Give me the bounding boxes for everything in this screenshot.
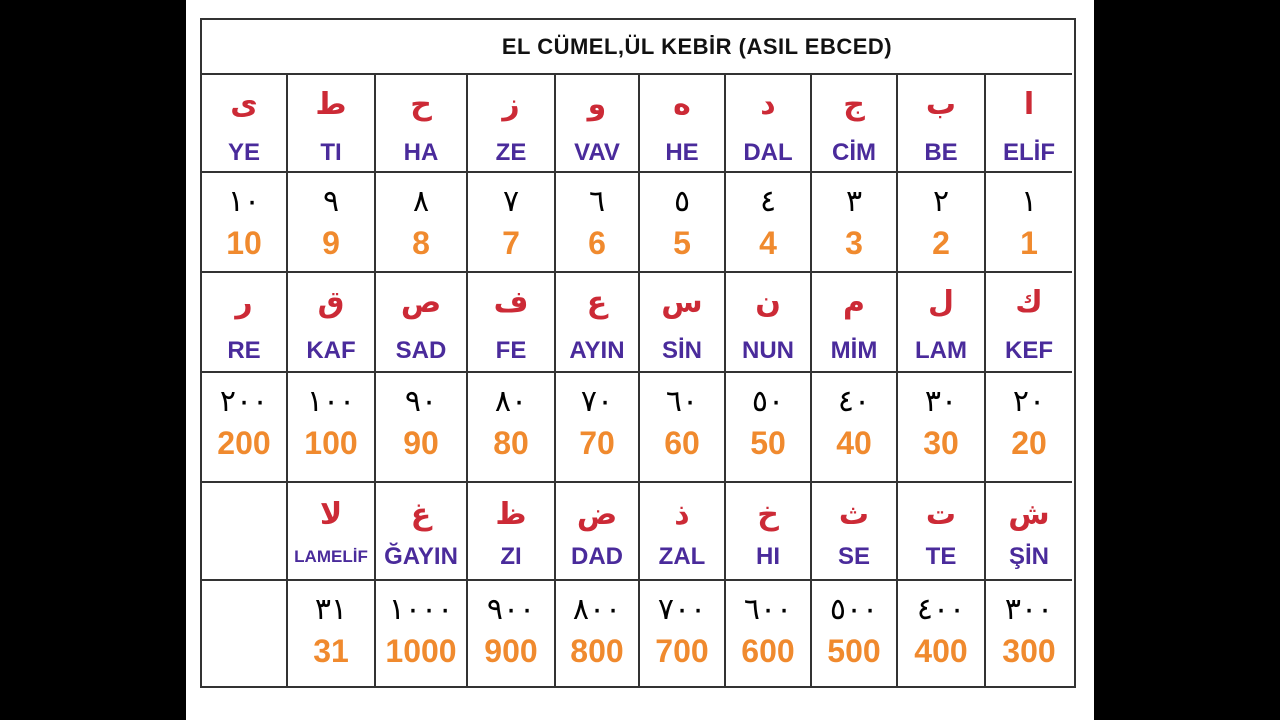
- letter-name: ZE: [495, 139, 527, 166]
- numeric-value: 6: [588, 225, 606, 261]
- letter-cell: [376, 75, 468, 173]
- arabic-letter: ت: [925, 497, 957, 532]
- numeric-value: 80: [493, 425, 529, 461]
- numeric-value: 7: [502, 225, 520, 261]
- letter-name: HA: [403, 139, 439, 166]
- arabic-letter: ر: [235, 285, 253, 320]
- number-cell: [376, 173, 468, 273]
- letter-name: YE: [227, 139, 260, 166]
- letter-name: DAL: [743, 139, 793, 166]
- arabic-numeral: ٩٠٠: [486, 592, 536, 627]
- arabic-letter: ذ: [674, 497, 690, 532]
- numeric-value: 10: [226, 225, 262, 261]
- numeric-value: 900: [484, 633, 538, 669]
- letter-cell: [556, 483, 640, 581]
- letter-cell: [898, 483, 986, 581]
- arabic-numeral: ٢٠٠: [219, 384, 269, 419]
- arabic-numeral: ٤٠٠: [916, 592, 966, 627]
- number-cell: [468, 173, 556, 273]
- number-cell: [202, 373, 288, 483]
- arabic-numeral: ٩: [322, 184, 340, 219]
- arabic-numeral: ٨: [412, 184, 430, 219]
- letter-cell: [986, 273, 1072, 373]
- letter-cell: [376, 273, 468, 373]
- arabic-numeral: ٢٠: [1012, 384, 1046, 419]
- numeric-value: 500: [827, 633, 881, 669]
- number-cell: [986, 173, 1072, 273]
- numeric-value: 4: [759, 225, 777, 261]
- arabic-numeral: ٨٠: [494, 384, 528, 419]
- numeric-value: 60: [664, 425, 700, 461]
- numeric-value: 3: [845, 225, 863, 261]
- letter-name: NUN: [742, 337, 794, 364]
- arabic-letter: ش: [1008, 497, 1050, 532]
- letter-cell: [288, 75, 376, 173]
- letter-name: LAMELİF: [294, 547, 368, 566]
- letter-cell: [288, 483, 376, 581]
- arabic-letter: ا: [1023, 87, 1035, 122]
- arabic-numeral: ٧٠: [580, 384, 614, 419]
- number-cell: [898, 581, 986, 688]
- letter-name: RE: [227, 337, 261, 364]
- number-cell: [468, 581, 556, 688]
- arabic-letter: ن: [755, 285, 781, 320]
- arabic-letter: ق: [317, 285, 345, 320]
- arabic-numeral: ٥: [673, 184, 691, 219]
- numeric-value: 31: [313, 633, 349, 669]
- letter-cell: [288, 273, 376, 373]
- letter-name: AYIN: [569, 337, 625, 364]
- letter-cell: [726, 483, 812, 581]
- letter-name: CİM: [832, 139, 876, 166]
- letter-name: SE: [837, 543, 870, 570]
- numeric-value: 1000: [385, 633, 457, 669]
- letter-name: MİM: [830, 337, 878, 364]
- number-cell: [726, 581, 812, 688]
- arabic-letter: ك: [1015, 285, 1043, 320]
- arabic-letter: ب: [925, 87, 957, 122]
- arabic-letter: ی: [230, 87, 258, 122]
- letter-name: BE: [924, 139, 958, 166]
- letter-cell: [468, 75, 556, 173]
- letter-name: VAV: [574, 139, 620, 166]
- numeric-value: 40: [836, 425, 872, 461]
- letter-name: KEF: [1005, 337, 1053, 364]
- arabic-letter: ص: [400, 285, 442, 320]
- number-cell: [812, 173, 898, 273]
- arabic-letter: م: [843, 285, 865, 320]
- numeric-value: 50: [750, 425, 786, 461]
- arabic-numeral: ٤٠: [837, 384, 871, 419]
- number-cell: [376, 581, 468, 688]
- arabic-letter: غ: [410, 497, 432, 532]
- letter-cell: [468, 273, 556, 373]
- arabic-letter: ض: [576, 497, 618, 532]
- table-title: EL CÜMEL,ÜL KEBİR (ASIL EBCED): [202, 20, 1072, 75]
- letter-name: ELİF: [1003, 139, 1055, 166]
- letter-name: ZI: [500, 543, 522, 570]
- letter-cell: [812, 273, 898, 373]
- letter-name: SAD: [395, 337, 447, 364]
- letter-cell: [640, 483, 726, 581]
- number-cell: [288, 373, 376, 483]
- letter-cell: [812, 75, 898, 173]
- letter-name: ŞİN: [1008, 543, 1049, 570]
- letter-name: FE: [495, 337, 527, 364]
- arabic-letter: ج: [843, 87, 865, 122]
- arabic-letter: ط: [315, 87, 347, 122]
- numeric-value: 300: [1002, 633, 1056, 669]
- arabic-numeral: ١٠٠٠: [388, 592, 454, 627]
- arabic-numeral: ١٠: [227, 184, 261, 219]
- letter-cell: [726, 273, 812, 373]
- number-cell: [986, 581, 1072, 688]
- number-cell: [812, 581, 898, 688]
- arabic-numeral: ٧٠٠: [657, 592, 707, 627]
- numeric-value: 30: [923, 425, 959, 461]
- arabic-letter: لا: [319, 497, 343, 532]
- letter-cell: [726, 75, 812, 173]
- arabic-letter: ح: [410, 87, 432, 122]
- numeric-value: 5: [673, 225, 691, 261]
- arabic-numeral: ٧: [502, 184, 520, 219]
- number-cell: [986, 373, 1072, 483]
- ebced-table: [200, 18, 1076, 688]
- number-cell: [640, 173, 726, 273]
- letter-cell: [202, 273, 288, 373]
- number-cell: [812, 373, 898, 483]
- number-cell: [898, 173, 986, 273]
- letter-cell: [468, 483, 556, 581]
- number-cell: [640, 581, 726, 688]
- arabic-numeral: ٣١: [314, 592, 348, 627]
- numeric-value: 200: [217, 425, 271, 461]
- arabic-numeral: ٦٠: [665, 384, 699, 419]
- arabic-numeral: ٣٠٠: [1004, 592, 1054, 627]
- arabic-letter: ل: [927, 285, 955, 320]
- numeric-value: 70: [579, 425, 615, 461]
- numeric-value: 800: [570, 633, 624, 669]
- arabic-numeral: ٩٠: [404, 384, 438, 419]
- arabic-numeral: ٢: [932, 184, 950, 219]
- arabic-numeral: ١: [1020, 184, 1038, 219]
- arabic-letter: س: [661, 285, 703, 320]
- number-cell: [898, 373, 986, 483]
- letter-name: TE: [925, 543, 957, 570]
- numeric-value: 400: [914, 633, 968, 669]
- numeric-value: 20: [1011, 425, 1047, 461]
- arabic-numeral: ٣: [845, 184, 863, 219]
- numeric-value: 8: [412, 225, 430, 261]
- number-cell: [202, 173, 288, 273]
- letter-cell: [812, 483, 898, 581]
- letter-name: TI: [320, 139, 342, 166]
- number-cell: [640, 373, 726, 483]
- numeric-value: 9: [322, 225, 340, 261]
- arabic-numeral: ٥٠٠: [829, 592, 879, 627]
- numeric-value: 2: [932, 225, 950, 261]
- arabic-numeral: ٥٠: [751, 384, 785, 419]
- letter-cell: [640, 273, 726, 373]
- letter-name: HE: [665, 139, 699, 166]
- letter-cell: [986, 483, 1072, 581]
- numeric-value: 600: [741, 633, 795, 669]
- letter-cell: [376, 483, 468, 581]
- letter-name: ZAL: [658, 543, 706, 570]
- arabic-letter: ز: [502, 87, 520, 122]
- arabic-letter: ظ: [495, 497, 527, 532]
- arabic-letter: ه: [673, 87, 691, 122]
- arabic-letter: ث: [838, 497, 870, 532]
- number-cell: [556, 581, 640, 688]
- number-cell: [288, 173, 376, 273]
- arabic-numeral: ٨٠٠: [572, 592, 622, 627]
- number-cell: [726, 373, 812, 483]
- number-cell: [468, 373, 556, 483]
- arabic-letter: خ: [757, 497, 779, 532]
- number-cell: [376, 373, 468, 483]
- letter-name: SİN: [661, 337, 702, 364]
- arabic-numeral: ٣٠: [924, 384, 958, 419]
- letter-name: LAM: [915, 337, 967, 364]
- letter-name: ĞAYIN: [384, 543, 458, 570]
- arabic-numeral: ١٠٠: [306, 384, 356, 419]
- arabic-numeral: ٦: [588, 184, 606, 219]
- letter-name: HI: [756, 543, 780, 570]
- number-cell: [202, 581, 288, 688]
- arabic-letter: ف: [493, 285, 529, 320]
- letter-cell: [202, 483, 288, 581]
- numeric-value: 100: [304, 425, 358, 461]
- number-cell: [556, 373, 640, 483]
- arabic-letter: و: [587, 87, 607, 122]
- number-cell: [726, 173, 812, 273]
- numeric-value: 1: [1020, 225, 1038, 261]
- arabic-letter: د: [760, 87, 776, 122]
- arabic-numeral: ٤: [759, 184, 777, 219]
- letter-cell: [898, 273, 986, 373]
- arabic-letter: ع: [586, 285, 608, 320]
- numeric-value: 90: [403, 425, 439, 461]
- letter-cell: [556, 75, 640, 173]
- number-cell: [556, 173, 640, 273]
- arabic-numeral: ٦٠٠: [743, 592, 793, 627]
- letter-name: DAD: [571, 543, 623, 570]
- letter-name: KAF: [306, 337, 356, 364]
- numeric-value: 700: [655, 633, 709, 669]
- number-cell: [288, 581, 376, 688]
- letter-cell: [556, 273, 640, 373]
- letter-cell: [898, 75, 986, 173]
- letter-cell: [986, 75, 1072, 173]
- letter-cell: [202, 75, 288, 173]
- letter-cell: [640, 75, 726, 173]
